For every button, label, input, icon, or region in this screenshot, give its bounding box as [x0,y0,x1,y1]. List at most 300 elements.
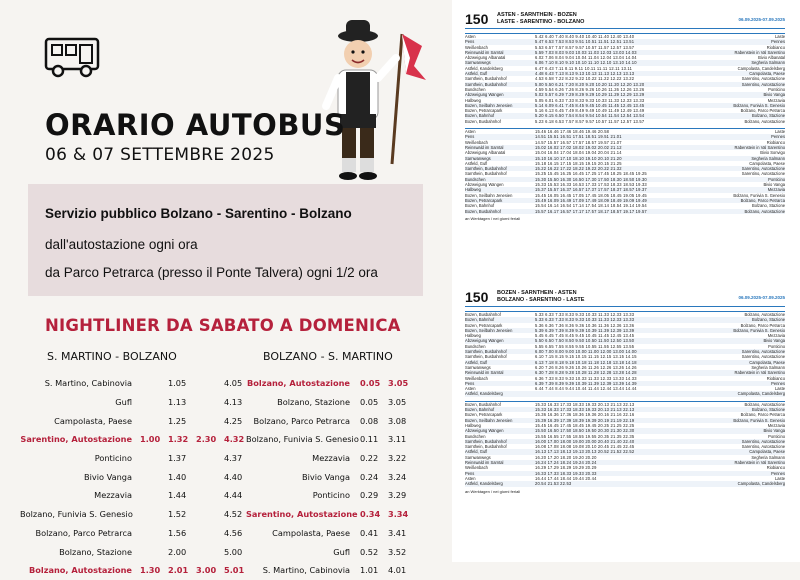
departure-times: 15.49 16.09 16.49 17.09 17.49 18.09 18.49 19.09 19.49 [535,197,647,203]
table-row [20,411,252,430]
departure-times: 15.33 16.33 17.33 18.33 19.33 20.13 21.13 22.13 [535,401,635,407]
stop-name-de: Bozen, Petrarcapark [465,197,503,203]
table-row [20,467,252,486]
stop-name-de: Bozen, Bahnhof [465,407,495,413]
stop-name-de: Weißenbach [465,44,488,50]
departure-time: 4.56 [224,527,243,538]
departure-time: 1.30 [140,565,161,576]
departure-time: 2.00 [168,546,187,557]
event-date: 06 & 07 SETTEMBRE 2025 [45,145,275,165]
stop-name: Gufl [115,397,132,408]
stop-name-de: Sarnthein, Busbahnhof [465,349,507,355]
departure-times [535,391,723,396]
departure-times: 15.55 16.55 17.55 18.55 19.55 20.35 21.35 22.35 [535,433,635,439]
departure-times: 15.45 16.05 16.45 17.05 17.45 18.05 18.45 19.05 19.45 [535,192,647,198]
table-row [246,542,416,561]
stop-name-it: Laste [774,386,785,392]
stop-name: Bolzano, Funivia S. Genesio [246,434,359,445]
stop-name-it: Bolzano, Stazione [752,317,785,323]
timetable-bottom [465,288,785,494]
table-row [246,467,416,486]
departure-time: 3.34 [388,509,409,520]
departure-time: 3.05 [388,397,407,408]
stop-name-de: Sarnthein, Busbahnhof [465,444,507,450]
stop-name-it: Bolzano, Funivia S. Genesio [733,102,785,108]
stop-name-it: Bolzano, Parco Petrarca [740,108,785,114]
table-row [20,393,252,412]
departure-time: 4.37 [224,453,243,464]
departure-times: 15.04 16.04 17.04 18.04 19.04 20.04 21.14 [535,150,622,156]
stop-name-it: Bolzano, Autostazione [744,312,785,317]
departure-time: 0.08 [360,415,379,426]
stop-name-it: Mezzavia [767,187,785,193]
departure-times: 15.02 16.02 17.02 18.02 19.02 20.02 21.12 [535,144,622,150]
stop-name-de: Reinswald im Sarntal [465,144,504,150]
stop-name-de: Sarnwanwegs [465,60,491,66]
stop-name-it: Laste [774,475,785,481]
departure-time: 1.00 [140,434,161,445]
stop-name-it: Sarentino, Autostazione [741,166,785,172]
stop-name-de: Astfeld, Gufl [465,160,488,166]
stop-name: Bivio Vanga [83,471,132,482]
stop-name-it: Ponticino [768,86,785,92]
departure-times: 15.33 16.33 17.33 18.33 19.33 20.13 21.13 22.13 [535,407,635,413]
stop-name-de: Asten [465,34,476,39]
departure-times: 15.22 16.22 17.22 18.22 19.22 20.22 21.32 [535,166,622,172]
departure-times: 5.14 6.09 6.41 7.45 8.45 9.45 10.45 11.45 12.45 13.45 [535,102,645,108]
stop-name-de: Bozen, Busbahnhof [465,118,501,124]
timetable-block [465,128,785,214]
stop-name-de: Bundschen [465,176,486,182]
stop-name-de: Bozen, Seilbahn Jenesien [465,102,513,108]
departure-time: 3.05 [388,378,409,389]
route-de: ASTEN - SARNTHEIN - BOZEN [497,12,577,18]
stop-name-de: Astfeld, Kandelsberg [465,391,503,397]
departure-time: 3.29 [388,490,407,501]
stop-name: Bolzano, Stazione [59,546,132,557]
table-row [20,561,252,580]
departure-times: 15.37 15.57 16.37 16.57 17.37 17.57 18.37 18.57 19.37 [535,187,647,193]
departure-times: 14.51 15.51 16.51 17.51 18.51 19.51 21.01 [535,134,622,140]
departure-times: 5.59 7.03 8.03 9.03 10.03 11.03 12.03 13.03 14.03 [535,49,637,55]
departure-time: 4.40 [224,471,243,482]
departure-times: 20.54 21.53 22.53 [535,481,572,487]
departure-time: 4.05 [224,378,243,389]
departure-times: 15.46 16.46 17.46 18.46 19.46 20.58 [535,129,610,135]
timetable-row [465,209,785,214]
departure-times: 16.13 17.13 18.13 19.13 20.13 20.52 21.52 22.52 [535,449,635,455]
departure-time: 5.01 [224,565,245,576]
table-row [20,486,252,505]
departure-times: 6.47 6.43 7.11 8.11 9.11 10.11 11.11 12.11 13.11 [535,65,633,71]
stop-name-it: Segheria Salmann [751,60,785,66]
departure-time: 0.11 [360,434,379,445]
stop-name-it: Pennes [771,470,785,476]
nightliner-right-table [246,374,416,580]
departure-times: 14.57 15.57 16.57 17.57 18.57 19.57 21.07 [535,139,622,145]
departure-times: 16.08 17.08 18.08 19.08 20.10 20.45 21.45 22.45 [535,444,635,450]
departure-time: 1.05 [168,378,187,389]
stop-name-it: Bivio Vanga [763,92,785,98]
stop-name: Bolzano, Autostazione [247,378,350,389]
stop-name-de: Bundschen [465,433,486,439]
stop-name-de: Bozen, Petrarcapark [465,322,503,328]
stop-name-de: Sarnthein, Busbahnhof [465,171,507,177]
departure-times: 6.30 7.28 8.28 9.28 10.28 11.28 12.28 13.28 14.28 [535,370,637,376]
stop-name-it: Riobianco [766,44,785,50]
departure-time: 3.00 [196,565,217,576]
departure-times: 6.10 7.15 8.15 9.15 10.15 11.15 12.15 13.15 14.15 [535,354,637,360]
stop-name-de: Bozen, Bahnhof [465,203,495,209]
stop-name: Mezzavia [94,490,132,501]
departure-time: 1.01 [360,565,379,576]
departure-time: 5.00 [224,546,243,557]
stop-name-it: Bolzano, Parco Petrarca [740,322,785,328]
timetable-block [465,33,785,124]
departure-times: 16.00 17.00 18.00 19.00 20.00 20.40 21.40 22.40 [535,438,635,444]
stop-name-de: Reinswald im Sarntal [465,49,504,55]
stop-name-de: Abzweigung Wangen [465,92,504,98]
departure-time: 3.41 [388,527,407,538]
timetable-block [465,401,785,487]
departure-time: 0.34 [360,509,381,520]
bus-icon [44,37,102,79]
table-row [246,486,416,505]
stop-name-de: Bozen, Petrarcapark [465,108,503,114]
departure-times: 5.45 6.45 7.45 8.45 9.45 10.45 11.45 12.45 13.45 [535,333,635,339]
timetable-block [465,311,785,397]
stop-name-de: Weißenbach [465,465,488,471]
stop-name-it: Riobianco [766,375,785,381]
stop-name-de: Sarnthein, Busbahnhof [465,166,507,172]
departure-times: 15.18 16.15 17.15 18.15 19.15 20.15 21.25 [535,160,622,166]
stop-name-it: Pennes [771,134,785,140]
stop-name-it: Segheria Salmann [751,155,785,161]
stop-name-it: Campolasta, Paese [749,359,785,365]
stop-name-de: Abzweigung Wangen [465,428,504,434]
stop-name-it: Campolasta, Paese [749,71,785,77]
service-title: Servizio pubblico Bolzano - Sarentino - Bolzano [45,206,352,221]
departure-time: 1.52 [168,509,187,520]
stop-name: Bolzano, Parco Petrarca [35,527,132,538]
departure-time: 0.24 [360,471,379,482]
stop-name-de: Weißenbach [465,139,488,145]
departure-times: 4.48 6.43 7.13 8.13 9.13 10.13 11.13 12.13 13.13 [535,71,635,77]
stop-name-de: Pens [465,134,475,140]
departure-time: 1.40 [168,471,187,482]
stop-name-it: Ponticino [768,343,785,349]
departure-time: 0.05 [360,378,381,389]
stop-name-de: Asten [465,386,476,392]
departure-times: 15.25 15.45 16.25 16.45 17.25 17.45 18.25 18.45 19.25 [535,171,647,177]
departure-times: 15.30 15.50 16.30 16.50 17.30 17.50 18.30 18.50 19.30 [535,176,647,182]
stop-name-it: Rabenstein in Val Sarentino [734,370,785,376]
departure-time: 3.52 [388,546,407,557]
stop-name-it: Bolzano, Parco Petrarca [740,412,785,418]
stop-name-de: Abzweigung Wangen [465,338,504,344]
stop-name: Mezzavia [312,453,350,464]
stop-name: Bolzano, Autostazione [29,565,132,576]
timetable-header [465,10,785,29]
stop-name: Sarentino, Autostazione [246,509,358,520]
departure-time: 0.29 [360,490,379,501]
departure-times: 5.36 6.36 7.36 8.36 9.36 10.36 11.36 12.36 13.36 [535,322,635,328]
stop-name-de: Bozen, Bahnhof [465,113,495,119]
stop-name-it: Bolzano, Parco Petrarca [740,197,785,203]
stop-name-de: Pens [465,470,475,476]
timetable-footer: an Werktagen / nei giorni feriali [465,215,521,221]
stop-name: Ponticino [312,490,350,501]
line-number: 150 [465,11,489,27]
table-row [20,430,252,449]
departure-times: 5.05 6.01 6.33 7.33 8.33 9.33 10.33 11.33 12.33 13.33 [535,97,645,103]
service-info-box [28,184,423,296]
stop-name-it: Segheria Salmann [751,454,785,460]
stop-name-it: Riobianco [766,465,785,471]
stop-name-de: Halbweg [465,97,481,103]
stop-name-it: Bolzano, Funivia S. Genesio [733,192,785,198]
stop-name: S. Martino, Cabinovia [44,378,132,389]
stop-name-it: Bolzano, Stazione [752,203,785,209]
departure-times: 5.00 5.50 6.21 7.20 8.20 9.20 10.20 11.20 12.20 13.20 [535,81,645,87]
stop-name-de: Bundschen [465,343,486,349]
departure-times: 15.39 16.39 17.39 18.39 19.39 20.19 21.19 22.19 [535,417,635,423]
stop-name-it: Rabenstein in Val Sarentino [734,460,785,466]
stop-name-de: Sarnwanwegs [465,454,491,460]
stop-name-de: Halbweg [465,422,481,428]
stop-name-it: Sarentino, Autostazione [741,81,785,87]
departure-time: 4.52 [224,509,243,520]
stop-name-de: Bozen, Busbahnhof [465,312,501,317]
stop-name-it: Campolasta, Paese [749,449,785,455]
table-row [246,411,416,430]
stop-name-it: Bivio Sonvigo [760,150,785,156]
departure-times: 6.36 7.33 8.33 9.33 10.33 11.33 12.33 13.33 14.33 [535,375,637,381]
stop-name-it: Ponticino [768,433,785,439]
departure-time: 2.01 [168,565,189,576]
timetable-row [465,481,785,486]
table-row [20,524,252,543]
stop-name: Bolzano, Parco Petrarca [253,415,350,426]
validity-date: 06.09.2025-07.09.2025 [738,16,785,22]
stop-name-de: Sarnthein, Busbahnhof [465,81,507,87]
nightliner-left-table [20,374,252,580]
departure-time: 4.44 [224,490,243,501]
departure-times: 5.53 6.57 7.57 8.57 9.57 10.57 11.57 12.57 13.57 [535,44,635,50]
departure-time: 3.08 [388,415,407,426]
departure-time: 4.01 [388,565,407,576]
departure-times: 6.00 7.00 8.00 9.00 10.00 11.00 12.00 13.00 14.00 [535,349,637,355]
departure-times: 6.44 7.44 8.44 9.44 10.44 11.44 12.44 13.44 14.44 [535,386,637,392]
departure-times: 6.39 7.39 8.39 9.39 10.39 11.39 12.39 13.39 14.39 [535,380,637,386]
stop-name-it: Pennes [771,39,785,45]
departure-times: 6.02 7.06 8.04 9.04 10.04 11.04 12.04 13.04 14.04 [535,55,637,61]
departure-times: 15.10 16.10 17.10 18.10 19.10 20.10 21.20 [535,155,622,161]
stop-name-it: Rabenstein in Val Sarentino [734,49,785,55]
stop-name-de: Pens [465,39,475,45]
stop-name-it: Rabenstein in Val Sarentino [734,144,785,150]
stop-name-it: Sarentino, Autostazione [741,171,785,177]
stop-name-it: Sarentino, Autostazione [741,354,785,360]
departure-times: 5.16 6.13 6.45 7.49 8.49 9.49 10.49 11.49 12.49 13.49 [535,108,645,114]
stop-name-de: Asten [465,475,476,481]
departure-time: 0.22 [360,453,379,464]
stop-name-de: Bozen, Busbahnhof [465,401,501,407]
stop-name: S. Martino, Cabinovia [262,565,350,576]
departure-times: 16.44 17.44 18.44 19.44 20.44 [535,475,597,481]
stop-name-de: Pens [465,380,475,386]
departure-times: 15.50 16.50 17.50 18.50 19.50 20.30 21.30 22.30 [535,428,635,434]
departure-times: 15.57 16.17 16.57 17.17 17.57 18.17 18.57 19.17 19.57 [535,208,647,214]
stop-name-it: Mezzavia [767,333,785,339]
stop-name-de: Sarnthein, Busbahnhof [465,76,507,82]
stop-name-it: Bivio Albanatal [758,55,785,61]
timetable-row [465,391,785,396]
stop-name-it: Bolzano, Autostazione [744,118,785,124]
stop-name: Bivio Vanga [301,471,350,482]
departure-times: 15.36 16.36 17.36 18.36 19.36 20.16 21.16 22.16 [535,412,635,418]
stop-name-it: Bolzano, Stazione [752,113,785,119]
stop-name: Sarentino, Autostazione [20,434,132,445]
timetable-footer: an Werktagen / nei giorni feriali [465,488,521,494]
stop-name-it: Laste [774,34,785,39]
stop-name: Bolzano, Stazione [277,397,350,408]
departure-time: 4.32 [224,434,245,445]
departure-times: 6.20 7.26 8.26 9.26 10.26 11.26 12.26 13.26 14.26 [535,364,637,370]
stop-name: Ponticino [94,453,132,464]
table-row [20,374,252,393]
route-name [497,290,584,304]
departure-time: 1.37 [168,453,187,464]
stop-name-it: Sarentino, Autostazione [741,444,785,450]
stop-name-de: Bozen, Seilbahn Jenesien [465,327,513,333]
stop-name-de: Sarnwanwegs [465,155,491,161]
departure-times: 4.59 5.54 6.26 7.26 8.26 9.26 10.26 11.26 12.26 13.26 [535,86,645,92]
stop-name: Bolzano, Funivia S. Genesio [20,509,133,520]
service-line-1: dall'autostazione ogni ora [45,237,198,252]
departure-time: 4.25 [224,415,243,426]
departure-times: 16.33 17.33 18.33 19.33 20.33 [535,470,597,476]
stop-name-de: Astfeld, Kandelsberg [465,481,503,487]
page-title: ORARIO AUTOBUS [45,108,346,142]
route-it: LASTE - SARENTINO - BOLZANO [497,19,585,25]
departure-time: 2.30 [196,434,217,445]
stop-name-de: Astfeld, Gufl [465,71,488,77]
table-row [246,430,416,449]
stop-name-it: Laste [774,129,785,135]
table-row [246,561,416,580]
validity-date: 06.09.2025-07.09.2025 [738,294,785,300]
departure-time: 1.13 [168,397,187,408]
stop-name-it: Segheria Salmann [751,364,785,370]
stop-name-de: Bozen, Busbahnhof [465,208,501,214]
mascot-illustration-icon [310,14,430,189]
departure-times: 16.20 17.20 18.20 19.20 20.20 [535,454,597,460]
stop-name-it: Sarentino, Autostazione [741,349,785,355]
stop-name-it: Mezzavia [767,422,785,428]
stop-name: Gufl [333,546,350,557]
departure-times: 6.13 7.18 8.18 9.18 10.18 11.18 12.18 13.18 14.18 [535,359,637,365]
stop-name-it: Bolzano, Autostazione [744,401,785,407]
table-row [20,542,252,561]
departure-time: 4.13 [224,397,243,408]
stop-name-it: Mezzavia [767,97,785,103]
stop-name-de: Astfeld, Kandelsberg [465,65,503,71]
stop-name-it: Ponticino [768,176,785,182]
departure-times: 5.55 6.55 7.55 8.55 9.55 10.55 11.55 12.55 13.55 [535,343,635,349]
departure-time: 3.22 [388,453,407,464]
departure-times: 15.45 16.45 17.45 18.45 19.45 20.25 21.25 22.25 [535,422,635,428]
stop-name-de: Bozen, Bahnhof [465,317,495,323]
departure-times: 5.23 6.18 6.53 7.57 8.57 9.57 10.57 11.57 12.57 13.57 [535,118,645,124]
departure-time: 0.52 [360,546,379,557]
stop-name-de: Bozen, Petrarcapark [465,412,503,418]
departure-times: 5.33 6.33 7.33 8.33 9.33 10.33 11.33 12.33 13.33 [535,312,635,317]
stop-name-it: Bivio Vanga [763,428,785,434]
departure-times: 5.42 6.40 7.40 8.40 9.40 10.40 11.40 12.40 13.40 [535,34,635,39]
departure-time: 1.32 [168,434,189,445]
route-de: BOZEN - SARNTHEIN - ASTEN [497,290,577,296]
table-row [20,505,252,524]
table-row [246,393,416,412]
departure-times: 15.33 15.53 16.33 16.53 17.33 17.53 18.33 18.53 19.33 [535,182,647,188]
stop-name-de: Halbweg [465,187,481,193]
departure-times: 5.20 6.15 6.50 7.54 8.54 9.54 10.54 11.54 12.54 13.54 [535,113,645,119]
stop-name-it: Riobianco [766,139,785,145]
table-row [246,524,416,543]
departure-time: 3.11 [388,434,407,445]
stop-name-it: Bolzano, Funivia S. Genesio [733,327,785,333]
stop-name-it: Bolzano, Stazione [752,407,785,413]
stop-name-de: Bozen, Seilbahn Jenesien [465,417,513,423]
stop-name: Campolasta, Paese [54,415,132,426]
departure-times: 5.47 6.53 7.53 8.53 9.51 10.51 11.51 12.51 13.51 [535,39,635,45]
table-row [20,449,252,468]
timetable-top [465,10,785,221]
table-row [246,505,416,524]
stop-name-it: Bivio Vanga [763,338,785,344]
route-it: BOLZANO - SARENTINO - LASTE [497,297,585,303]
stop-name-de: Weißenbach [465,375,488,381]
stop-name-de: Abzweigung Wangen [465,182,504,188]
departure-times: 5.50 6.50 7.50 8.50 9.50 10.50 11.50 12.50 13.50 [535,338,635,344]
line-number: 150 [465,289,489,305]
departure-times: 5.02 5.57 6.29 7.29 8.29 9.29 10.29 11.29 12.29 13.29 [535,92,645,98]
departure-time: 1.44 [168,490,187,501]
timetable-header [465,288,785,307]
stop-name-de: Halbweg [465,333,481,339]
stop-name-it: Campolasta, Paese [749,160,785,166]
stop-name-it: Sarentino, Autostazione [741,438,785,444]
stop-name-de: Sarnwanwegs [465,364,491,370]
departure-times: 15.54 16.14 16.54 17.14 17.54 18.14 18.54 19.14 19.54 [535,203,647,209]
stop-name-it: Campolasta, Candelsberg [737,481,785,487]
route-name [497,12,584,26]
departure-times: 6.06 7.10 8.10 9.10 10.10 11.10 12.10 13.10 14.10 [535,60,637,66]
timetable-panel [452,0,800,562]
nightliner-heading: NIGHTLINER DA SABATO A DOMENICA [45,316,401,335]
departure-time: 3.24 [388,471,407,482]
stop-name-de: Astfeld, Gufl [465,359,488,365]
stop-name-de: Abzweigung Albanatal [465,150,506,156]
stop-name-de: Astfeld, Gufl [465,449,488,455]
stop-name-de: Reinswald im Sarntal [465,370,504,376]
departure-times: 16.29 17.29 18.29 19.29 20.29 [535,465,597,471]
nightliner-left-heading: S. MARTINO - BOLZANO [47,350,177,363]
stop-name: Campolasta, Paese [272,527,350,538]
departure-times: 4.53 6.58 7.22 8.22 9.22 10.22 11.22 12.22 13.22 [535,76,635,82]
departure-time: 0.05 [360,397,379,408]
